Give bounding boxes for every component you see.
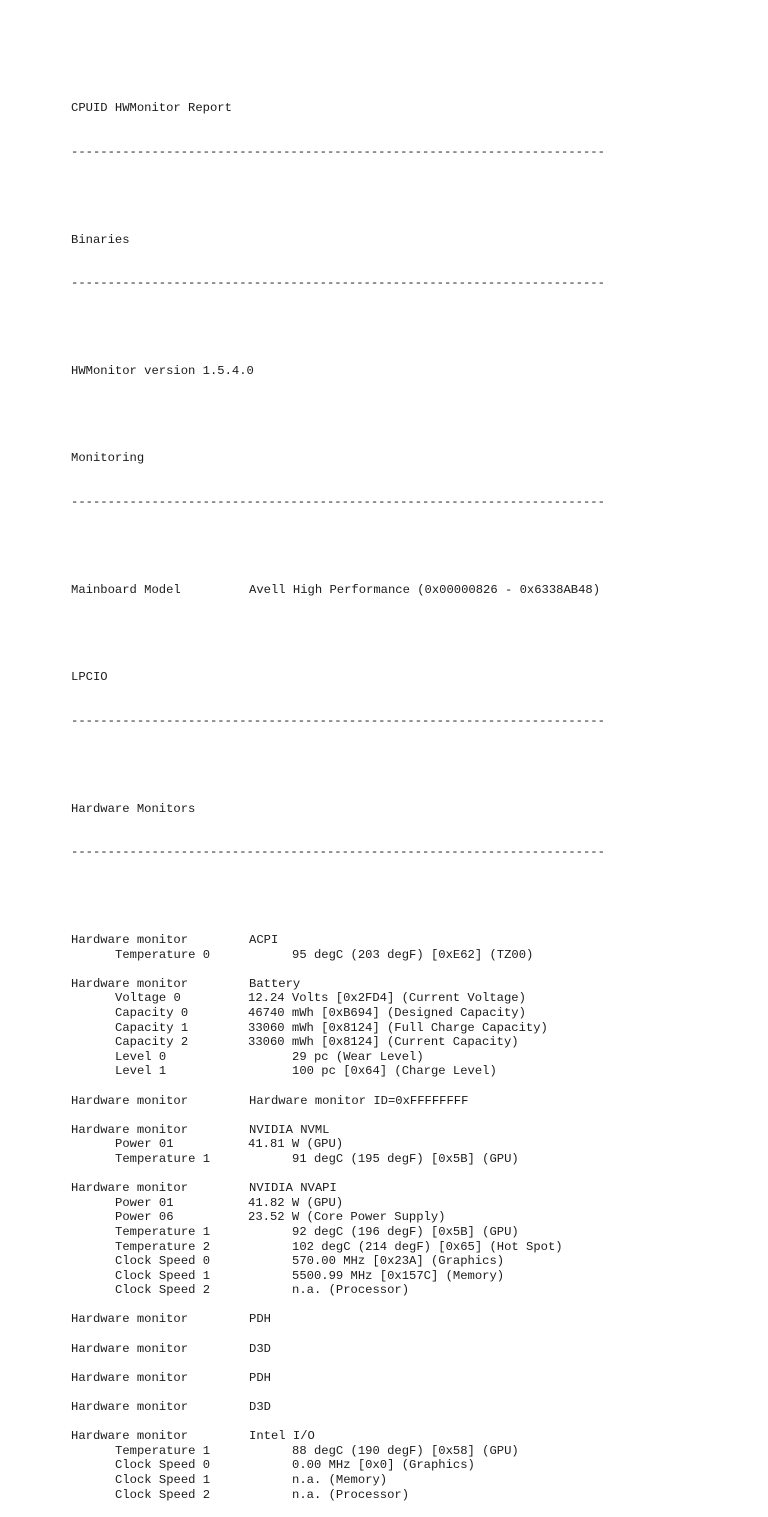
hardware-monitor-label: Hardware monitor <box>71 1429 189 1444</box>
sensor-name: Capacity 1 <box>115 1020 189 1035</box>
sensor-value: 91 degC (195 degF) [0x5B] (GPU) <box>292 1151 519 1166</box>
hardware-monitor-row <box>71 1312 761 1327</box>
sensor-name: Temperature 1 <box>115 1443 211 1458</box>
hardware-monitor-label: Hardware monitor <box>71 1341 189 1356</box>
hardware-monitor-label: Hardware monitor <box>71 1122 189 1137</box>
hardware-monitor-label: Hardware monitor <box>71 1312 189 1327</box>
sensor-name: Temperature 0 <box>115 947 211 962</box>
sensor-value: 29 pc (Wear Level) <box>292 1049 424 1064</box>
mainboard-key: Mainboard Model <box>71 582 181 597</box>
divider: ------------------------------------------------------------------------- <box>71 495 605 510</box>
sensor-name: Level 1 <box>115 1064 167 1079</box>
sensor-row <box>71 1444 761 1459</box>
section-heading-hardware-monitors: Hardware Monitors <box>71 801 196 816</box>
sensor-row <box>71 1210 761 1225</box>
sensor-name: Temperature 1 <box>115 1224 211 1239</box>
hardware-monitor-name: Battery <box>249 976 301 991</box>
hardware-monitor-name: Intel I/O <box>249 1429 315 1444</box>
hardware-monitor-row <box>71 1371 761 1386</box>
divider: ------------------------------------------------------------------------- <box>71 276 605 291</box>
sensor-name: Clock Speed 2 <box>115 1283 211 1298</box>
sensor-row <box>71 1021 761 1036</box>
hardware-monitor-row <box>71 1400 761 1415</box>
sensor-name: Power 01 <box>115 1195 174 1210</box>
sensor-value: 95 degC (203 degF) [0xE62] (TZ00) <box>292 947 534 962</box>
sensor-row <box>71 948 761 963</box>
sensor-value: 41.81 W (GPU) <box>248 1137 344 1152</box>
sensor-value: 0.00 MHz [0x0] (Graphics) <box>292 1458 475 1473</box>
sensor-value: 88 degC (190 degF) [0x58] (GPU) <box>292 1443 519 1458</box>
section-heading-monitoring: Monitoring <box>71 451 145 466</box>
hardware-monitor-label: Hardware monitor <box>71 1093 189 1108</box>
hardware-monitor-label: Hardware monitor <box>71 1400 189 1415</box>
hardware-monitor-name: NVIDIA NVAPI <box>249 1181 337 1196</box>
sensor-row <box>71 1473 761 1488</box>
divider: ------------------------------------------------------------------------- <box>71 714 605 729</box>
sensor-name: Clock Speed 1 <box>115 1473 211 1487</box>
sensor-row <box>71 1269 761 1284</box>
sensor-row <box>71 1240 761 1255</box>
hardware-monitor-row <box>71 933 761 948</box>
sensor-value: 23.52 W (Core Power Supply) <box>248 1210 446 1225</box>
hardware-monitor-label: Hardware monitor <box>71 1181 189 1196</box>
sensor-value: 100 pc [0x64] (Charge Level) <box>292 1064 497 1079</box>
sensor-value: 5500.99 MHz [0x157C] (Memory) <box>292 1268 505 1283</box>
hardware-monitor-name: PDH <box>249 1370 271 1385</box>
sensor-name: Temperature 1 <box>115 1151 211 1166</box>
sensor-name: Power 06 <box>115 1210 174 1225</box>
sensor-row <box>71 1035 761 1050</box>
hardware-monitor-name: ACPI <box>249 933 279 948</box>
report-document <box>71 72 761 1517</box>
sensor-name: Power 01 <box>115 1137 174 1152</box>
hardware-monitor-row <box>71 1094 761 1109</box>
sensor-value: n.a. (Processor) <box>292 1283 410 1298</box>
sensor-name: Clock Speed 2 <box>115 1487 211 1502</box>
hardware-monitor-name: D3D <box>249 1341 271 1356</box>
sensor-name: Capacity 0 <box>115 1006 189 1020</box>
sensor-value: 46740 mWh [0xB694] (Designed Capacity) <box>248 1006 526 1020</box>
sensor-row <box>71 1225 761 1240</box>
sensor-value: 33060 mWh [0x8124] (Full Charge Capacity) <box>248 1020 548 1035</box>
section-heading-binaries: Binaries <box>71 232 130 247</box>
sensor-row <box>71 1254 761 1269</box>
sensor-value: 41.82 W (GPU) <box>248 1195 344 1210</box>
hardware-monitor-row <box>71 1123 761 1138</box>
sensor-value: 92 degC (196 degF) [0x5B] (GPU) <box>292 1224 519 1239</box>
sensor-name: Voltage 0 <box>115 991 181 1006</box>
sensor-name: Clock Speed 0 <box>115 1458 211 1473</box>
hardware-monitor-name: Hardware monitor ID=0xFFFFFFFF <box>249 1093 469 1108</box>
sensor-row <box>71 1458 761 1473</box>
sensor-name: Clock Speed 0 <box>115 1254 211 1269</box>
section-heading-lpcio: LPCIO <box>71 670 108 685</box>
sensor-row <box>71 1488 761 1503</box>
hardware-monitor-list <box>71 933 761 1502</box>
sensor-row <box>71 1006 761 1021</box>
hardware-monitor-row <box>71 1429 761 1444</box>
sensor-value: 570.00 MHz [0x23A] (Graphics) <box>292 1254 505 1269</box>
mainboard-row <box>71 583 761 598</box>
hardware-monitor-label: Hardware monitor <box>71 1370 189 1385</box>
version-line: HWMonitor version 1.5.4.0 <box>71 363 254 378</box>
sensor-name: Clock Speed 1 <box>115 1268 211 1283</box>
hardware-monitor-name: D3D <box>249 1400 271 1415</box>
hardware-monitor-label: Hardware monitor <box>71 976 189 991</box>
sensor-value: n.a. (Processor) <box>292 1487 410 1502</box>
hardware-monitor-name: NVIDIA NVML <box>249 1122 330 1137</box>
sensor-row <box>71 1196 761 1211</box>
hardware-monitor-label: Hardware monitor <box>71 933 189 948</box>
mainboard-value: Avell High Performance (0x00000826 - 0x6338AB48) <box>249 582 601 597</box>
sensor-row <box>71 1283 761 1298</box>
hardware-monitor-name: PDH <box>249 1312 271 1327</box>
sensor-row <box>71 1050 761 1065</box>
sensor-value: 102 degC (214 degF) [0x65] (Hot Spot) <box>292 1239 563 1254</box>
hardware-monitor-row <box>71 977 761 992</box>
sensor-value: 33060 mWh [0x8124] (Current Capacity) <box>248 1035 519 1050</box>
divider: ------------------------------------------------------------------------- <box>71 845 605 860</box>
sensor-value: 12.24 Volts [0x2FD4] (Current Voltage) <box>248 991 526 1006</box>
hardware-monitor-row <box>71 1342 761 1357</box>
sensor-row <box>71 991 761 1006</box>
divider: ------------------------------------------------------------------------- <box>71 144 605 159</box>
report-title: CPUID HWMonitor Report <box>71 101 232 116</box>
sensor-name: Temperature 2 <box>115 1239 211 1254</box>
sensor-value: n.a. (Memory) <box>292 1473 388 1487</box>
sensor-row <box>71 1064 761 1079</box>
sensor-row <box>71 1152 761 1167</box>
sensor-name: Level 0 <box>115 1049 167 1064</box>
sensor-row <box>71 1137 761 1152</box>
hardware-monitor-row <box>71 1181 761 1196</box>
sensor-name: Capacity 2 <box>115 1035 189 1050</box>
